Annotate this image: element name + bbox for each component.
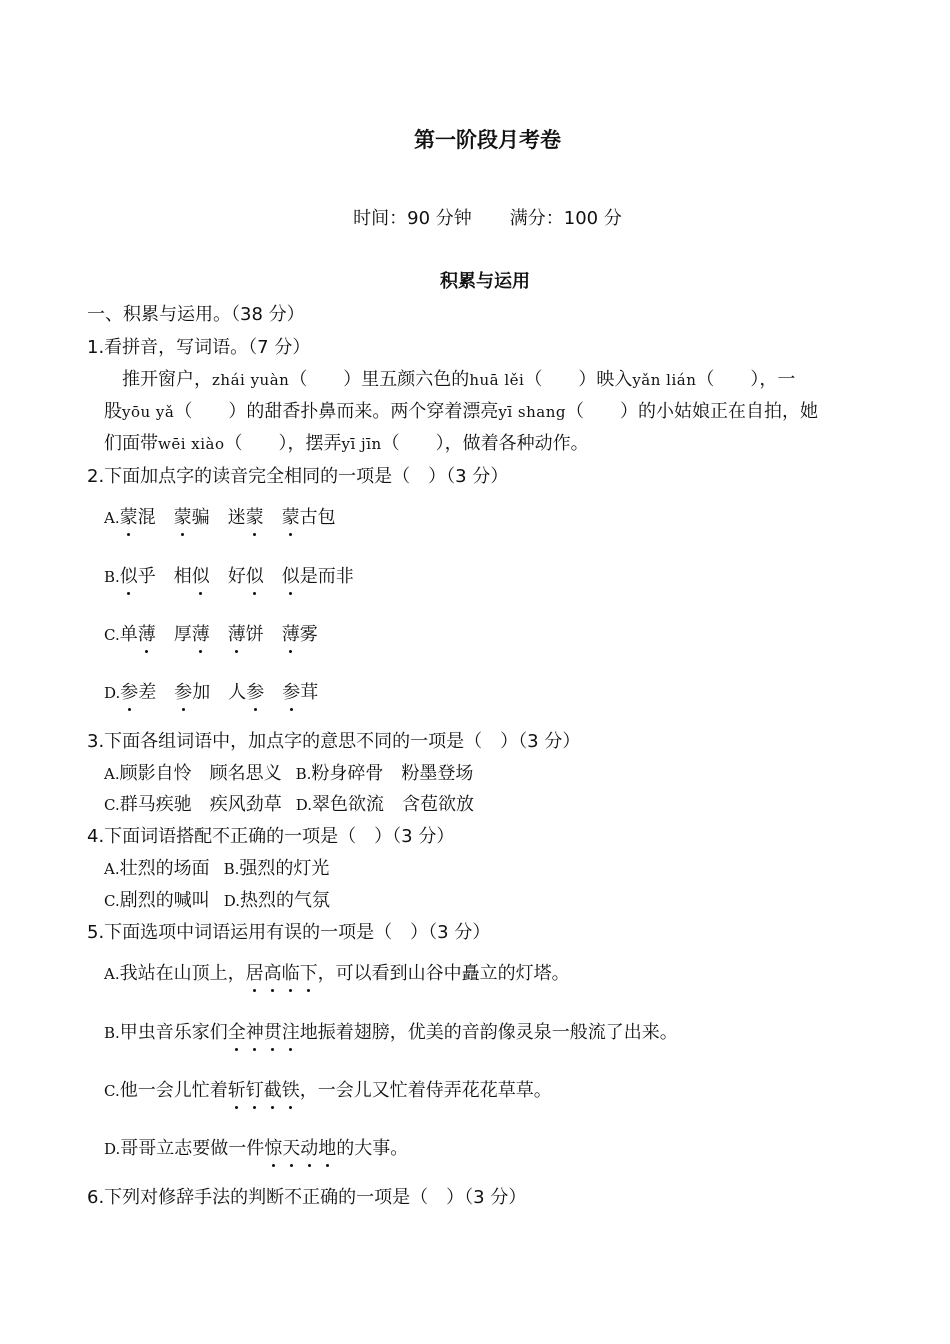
q3-options-cd xyxy=(104,790,474,816)
text: 饼 xyxy=(245,624,264,645)
text: 哥哥立志要做一件 xyxy=(120,1138,265,1159)
q2-stem: 2.下面加点字的读音完全相同的一项是（ ）（3 分） xyxy=(87,466,509,487)
option-letter: B. xyxy=(104,568,120,586)
option-letter: B. xyxy=(295,765,312,783)
q5-option-d xyxy=(104,1134,408,1160)
text: 甲虫音乐家们 xyxy=(119,1022,228,1043)
dotted-idiom xyxy=(246,963,318,984)
text: 的大事。 xyxy=(336,1138,409,1159)
text: 他一会儿忙着 xyxy=(119,1080,228,1101)
dotted-char: 下 xyxy=(299,963,318,984)
q1-stem: 1.看拼音，写词语。（7 分） xyxy=(87,337,311,358)
text: 差 xyxy=(138,682,157,703)
pinyin: zhái yuàn xyxy=(212,371,290,389)
option-letter: A. xyxy=(104,965,120,983)
q5-option-a xyxy=(104,959,570,985)
word xyxy=(120,562,156,588)
text: 雾 xyxy=(299,624,318,645)
word xyxy=(120,503,156,529)
pinyin: yǎn lián xyxy=(632,371,697,389)
dotted-char: 蒙 xyxy=(281,507,300,528)
q2-option-a xyxy=(104,503,354,529)
text: （ ），摆弄 xyxy=(224,433,342,454)
text: 古包 xyxy=(299,507,336,528)
word xyxy=(174,678,210,704)
dotted-char: 地 xyxy=(318,1138,337,1159)
word xyxy=(282,562,354,588)
option-text: 翠色欲流 含苞欲放 xyxy=(311,794,474,815)
dotted-char: 高 xyxy=(263,963,282,984)
word xyxy=(228,562,264,588)
dotted-char: 临 xyxy=(281,963,300,984)
q3-options-ab xyxy=(104,759,473,785)
exam-time: 时间：90 分钟 xyxy=(353,208,472,229)
word xyxy=(120,678,156,704)
text: （ ），一 xyxy=(696,369,796,390)
word xyxy=(282,620,318,646)
q1-line-2 xyxy=(104,397,818,423)
text: 我站在山顶上， xyxy=(119,963,246,984)
word xyxy=(228,620,264,646)
dotted-char: 居 xyxy=(245,963,264,984)
dotted-char: 贯 xyxy=(263,1022,282,1043)
dotted-char: 动 xyxy=(300,1138,319,1159)
dotted-char: 薄 xyxy=(137,624,156,645)
text: （ ）里五颜六色的 xyxy=(289,369,470,390)
q5-option-c xyxy=(104,1076,552,1102)
option-letter: D. xyxy=(223,892,240,910)
dotted-char: 薄 xyxy=(227,624,246,645)
option-text: 粉身碎骨 粉墨登场 xyxy=(311,763,474,784)
option-letter: A. xyxy=(104,765,120,783)
option-text: 壮烈的场面 xyxy=(119,858,210,879)
q3-stem: 3.下面各组词语中，加点字的意思不同的一项是（ ）（3 分） xyxy=(87,731,581,752)
dotted-char: 惊 xyxy=(264,1138,283,1159)
word xyxy=(174,620,210,646)
pinyin: yī jīn xyxy=(341,435,382,453)
text: （ ），做着各种动作。 xyxy=(381,433,589,454)
option-letter: C. xyxy=(104,1082,120,1100)
pinyin: yī shang xyxy=(498,403,566,421)
q4-options-ab xyxy=(104,854,329,880)
dotted-idiom xyxy=(264,1138,336,1159)
word xyxy=(228,678,264,704)
dotted-char: 参 xyxy=(246,682,265,703)
text: 单 xyxy=(119,624,138,645)
text: 们面带 xyxy=(104,433,158,454)
option-letter: D. xyxy=(104,1140,121,1158)
q1-line-3 xyxy=(104,429,589,455)
text: 地振着翅膀，优美的音韵像灵泉一般流了出来。 xyxy=(299,1022,678,1043)
text: 相 xyxy=(173,566,192,587)
option-letter: A. xyxy=(104,860,120,878)
text: 乎 xyxy=(137,566,156,587)
dotted-char: 薄 xyxy=(281,624,300,645)
dotted-char: 参 xyxy=(174,682,193,703)
dotted-char: 铁 xyxy=(281,1080,300,1101)
option-letter: D. xyxy=(295,796,312,814)
word xyxy=(282,503,336,529)
dotted-char: 似 xyxy=(245,566,264,587)
dotted-char: 全 xyxy=(227,1022,246,1043)
dotted-char: 参 xyxy=(282,682,301,703)
dotted-char: 神 xyxy=(245,1022,264,1043)
word xyxy=(174,503,210,529)
q4-options-cd xyxy=(104,886,330,912)
text: 迷 xyxy=(227,507,246,528)
option-text: 剧烈的喊叫 xyxy=(119,890,210,911)
dotted-char: 斩 xyxy=(227,1080,246,1101)
section-title: 积累与运用 xyxy=(440,271,530,292)
dotted-char: 钉 xyxy=(245,1080,264,1101)
dotted-char: 注 xyxy=(281,1022,300,1043)
q4-stem: 4.下面词语搭配不正确的一项是（ ）（3 分） xyxy=(87,826,455,847)
dotted-char: 似 xyxy=(191,566,210,587)
option-letter: B. xyxy=(104,1024,120,1042)
option-text: 顾影自怜 顾名思义 xyxy=(119,763,282,784)
dotted-char: 参 xyxy=(120,682,139,703)
text: 好 xyxy=(227,566,246,587)
pinyin: wēi xiào xyxy=(158,435,225,453)
option-letter: B. xyxy=(223,860,240,878)
pinyin: yōu yǎ xyxy=(122,403,175,421)
text: 股 xyxy=(104,401,122,422)
dotted-idiom xyxy=(228,1022,300,1043)
q6-stem: 6.下列对修辞手法的判断不正确的一项是（ ）（3 分） xyxy=(87,1187,527,1208)
text: 厚 xyxy=(173,624,192,645)
q2-option-b xyxy=(104,562,372,588)
word xyxy=(282,678,318,704)
part1-heading: 一、积累与运用。（38 分） xyxy=(87,304,305,325)
dotted-char: 似 xyxy=(281,566,300,587)
dotted-idiom xyxy=(228,1080,300,1101)
exam-info xyxy=(0,204,950,230)
dotted-char: 蒙 xyxy=(119,507,138,528)
text: 骗 xyxy=(191,507,210,528)
option-text: 群马疾驰 疾风劲草 xyxy=(119,794,282,815)
dotted-char: 薄 xyxy=(191,624,210,645)
text: 混 xyxy=(137,507,156,528)
dotted-char: 蒙 xyxy=(173,507,192,528)
option-letter: C. xyxy=(104,892,120,910)
dotted-char: 蒙 xyxy=(245,507,264,528)
q2-option-c xyxy=(104,620,336,646)
text: 推开窗户， xyxy=(122,369,212,390)
text: 茸 xyxy=(300,682,319,703)
word xyxy=(174,562,210,588)
q5-option-b xyxy=(104,1018,678,1044)
text: ，可以看到山谷中矗立的灯塔。 xyxy=(317,963,570,984)
text: 是而非 xyxy=(299,566,354,587)
exam-score: 满分：100 分 xyxy=(509,208,622,229)
word xyxy=(120,620,156,646)
option-letter: A. xyxy=(104,509,120,527)
page-title: 第一阶段月考卷 xyxy=(414,128,561,152)
text: （ ）映入 xyxy=(524,369,633,390)
text: （ ）的甜香扑鼻而来。两个穿着漂亮 xyxy=(174,401,499,422)
text: （ ）的小姑娘正在自拍，她 xyxy=(565,401,818,422)
option-letter: D. xyxy=(104,684,121,702)
dotted-char: 天 xyxy=(282,1138,301,1159)
q5-stem: 5.下面选项中词语运用有误的一项是（ ）（3 分） xyxy=(87,922,491,943)
option-text: 强烈的灯光 xyxy=(239,858,330,879)
dotted-char: 截 xyxy=(263,1080,282,1101)
option-letter: C. xyxy=(104,796,120,814)
word xyxy=(228,503,264,529)
option-text: 热烈的气氛 xyxy=(239,890,330,911)
dotted-char: 似 xyxy=(119,566,138,587)
text: ，一会儿又忙着侍弄花花草草。 xyxy=(299,1080,552,1101)
text: 加 xyxy=(192,682,211,703)
option-letter: C. xyxy=(104,626,120,644)
q1-line-1 xyxy=(122,365,795,391)
pinyin: huā lěi xyxy=(469,371,525,389)
q2-option-d xyxy=(104,678,336,704)
text: 人 xyxy=(228,682,247,703)
